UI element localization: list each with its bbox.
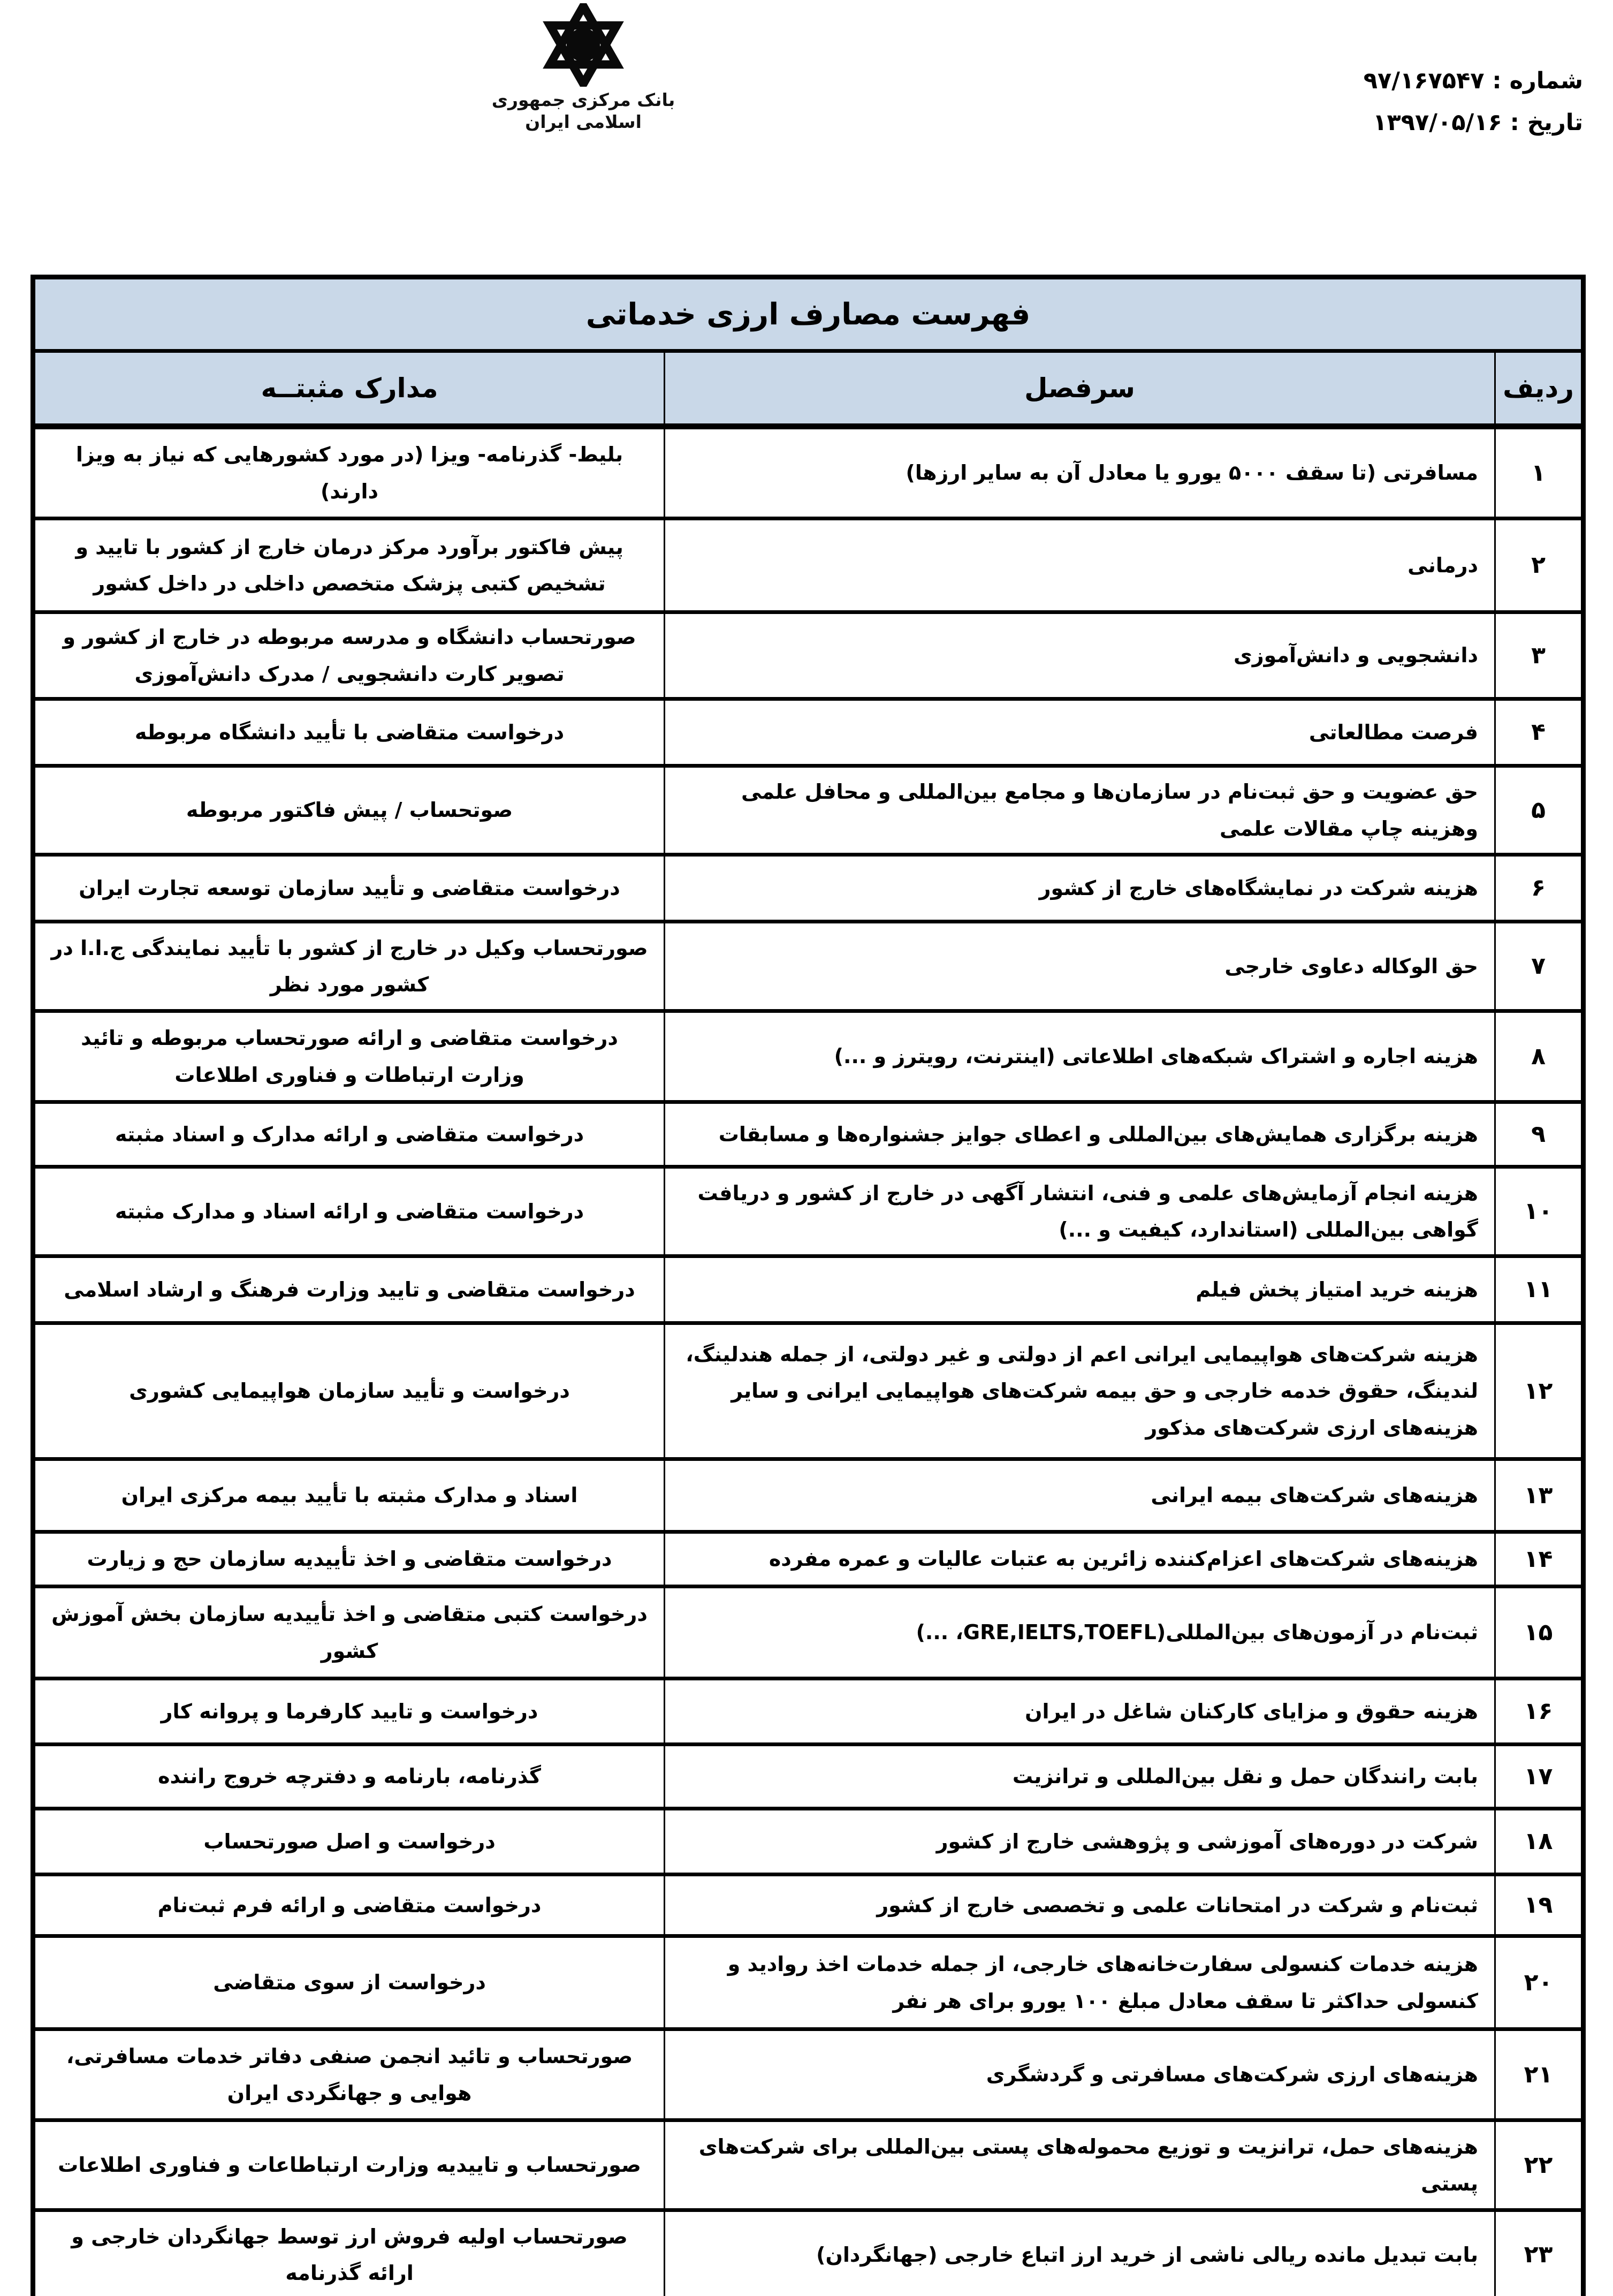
- category-cell: هزینه اجاره و اشتراک شبکه‌های اطلاعاتی (اینترنت، رویترز و ...): [665, 1011, 1495, 1102]
- documents-cell: درخواست متقاضی و ارائه فرم ثبت‌نام: [33, 1875, 665, 1936]
- table-row: [33, 1323, 1584, 1459]
- row-number-cell: ۴: [1495, 699, 1584, 766]
- category-cell: هزینه شرکت در نمایشگاه‌های خارج از کشور: [665, 855, 1495, 922]
- table-row: [33, 1587, 1584, 1679]
- category-cell: هزینه خدمات کنسولی سفارت‌خانه‌های خارجی، از جمله خدمات اخذ روادید و کنسولی حداکثر تا سقف معادل مبلغ ۱۰۰ یورو برای هر نفر: [665, 1936, 1495, 2029]
- row-number-cell: ۲۲: [1495, 2120, 1584, 2210]
- category-cell: هزینه حقوق و مزایای کارکنان شاغل در ایران: [665, 1679, 1495, 1745]
- category-cell: درمانی: [665, 519, 1495, 612]
- table-row: [33, 1011, 1584, 1102]
- row-number-cell: ۱۵: [1495, 1587, 1584, 1679]
- table-body: [33, 427, 1584, 2296]
- documents-cell: درخواست و اصل صورتحساب: [33, 1809, 665, 1875]
- category-cell: حق عضویت و حق ثبت‌نام در سازمان‌ها و مجامع بین‌المللی و محافل علمی وهزینه چاپ مقالات علمی: [665, 766, 1495, 855]
- documents-cell: صورتحساب و تاییدیه وزارت ارتباطاعات و فناوری اطلاعات: [33, 2120, 665, 2210]
- table-header-row: [33, 351, 1584, 427]
- table-row: [33, 1809, 1584, 1875]
- document-number: شماره : ۹۷/۱۶۷۵۴۷: [1363, 67, 1583, 94]
- table-row: [33, 2210, 1584, 2296]
- row-number-cell: ۱۷: [1495, 1745, 1584, 1809]
- documents-cell: پیش فاکتور برآورد مرکز درمان خارج از کشور با تایید و تشخیص کتبی پزشک متخصص داخلی در داخل کشور: [33, 519, 665, 612]
- logo-caption: بانک مرکزی جمهوری اسلامی ایران: [491, 89, 675, 133]
- table-row: [33, 427, 1584, 519]
- row-number-cell: ۵: [1495, 766, 1584, 855]
- category-cell: هزینه برگزاری همایش‌های بین‌المللی و اعطای جوایز جشنواره‌ها و مسابقات: [665, 1102, 1495, 1167]
- table-row: [33, 1936, 1584, 2029]
- documents-cell: درخواست از سوی متقاضی: [33, 1936, 665, 2029]
- category-cell: هزینه شرکت‌های هواپیمایی ایرانی اعم از دولتی و غیر دولتی، از جمله هندلینگ، لندینگ، حقوق خدمه خارجی و حق بیمه شرکت‌های هواپیمایی ایرانی و سایر هزینه‌های ارزی شرکت‌های مذکور: [665, 1323, 1495, 1459]
- header-documents: مدارک مثبتــه: [33, 351, 665, 427]
- documents-cell: درخواست متقاضی و ارائه صورتحساب مربوطه و تائید وزارت ارتباطات و فناوری اطلاعات: [33, 1011, 665, 1102]
- table-row: [33, 855, 1584, 922]
- documents-cell: درخواست و تأیید سازمان هواپیمایی کشوری: [33, 1323, 665, 1459]
- currency-expenses-table: [31, 275, 1586, 2296]
- letterhead-meta: [1364, 60, 1583, 144]
- row-number-cell: ۱۲: [1495, 1323, 1584, 1459]
- row-number-cell: ۱: [1495, 427, 1584, 519]
- table-row: [33, 1256, 1584, 1323]
- row-number-cell: ۱۰: [1495, 1167, 1584, 1256]
- documents-cell: صوتحساب / پیش فاکتور مربوطه: [33, 766, 665, 855]
- documents-cell: درخواست متقاضی و تأیید سازمان توسعه تجارت ایران: [33, 855, 665, 922]
- category-cell: بابت رانندگان حمل و نقل بین‌المللی و ترانزیت: [665, 1745, 1495, 1809]
- documents-cell: درخواست متقاضی و اخذ تأییدیه سازمان حج و زیارت: [33, 1532, 665, 1587]
- document-date: تاریخ : ۱۳۹۷/۰۵/۱۶: [1373, 109, 1583, 137]
- documents-cell: درخواست کتبی متقاضی و اخذ تأییدیه سازمان بخش آموزش کشور: [33, 1587, 665, 1679]
- header-category: سرفصل: [665, 351, 1495, 427]
- category-cell: هزینه خرید امتیاز پخش فیلم: [665, 1256, 1495, 1323]
- cbi-emblem-icon: [538, 3, 628, 87]
- table-title: فهرست مصارف ارزی خدماتی: [33, 277, 1584, 351]
- category-cell: حق الوکاله دعاوی خارجی: [665, 922, 1495, 1011]
- documents-cell: صورتحساب وکیل در خارج از کشور با تأیید نمایندگی ج.ا.ا در کشور مورد نظر: [33, 922, 665, 1011]
- category-cell: هزینه‌های شرکت‌های اعزام‌کننده زائرین به عتبات عالیات و عمره مفرده: [665, 1532, 1495, 1587]
- table-row: [33, 1532, 1584, 1587]
- table-row: [33, 612, 1584, 699]
- category-cell: ثبت‌نام و شرکت در امتحانات علمی و تخصصی خارج از کشور: [665, 1875, 1495, 1936]
- table-row: [33, 1875, 1584, 1936]
- row-number-cell: ۷: [1495, 922, 1584, 1011]
- row-number-cell: ۲۰: [1495, 1936, 1584, 2029]
- row-number-cell: ۱۹: [1495, 1875, 1584, 1936]
- header-row-number: ردیف: [1495, 351, 1584, 427]
- documents-cell: صورتحساب اولیه فروش ارز توسط جهانگردان خارجی و ارائه گذرنامه: [33, 2210, 665, 2296]
- category-cell: هزینه‌های شرکت‌های بیمه ایرانی: [665, 1459, 1495, 1532]
- table-row: [33, 1167, 1584, 1256]
- documents-cell: صورتحساب دانشگاه و مدرسه مربوطه در خارج از کشور و تصویر کارت دانشجویی / مدرک دانش‌آموزی: [33, 612, 665, 699]
- row-number-cell: ۹: [1495, 1102, 1584, 1167]
- documents-cell: اسناد و مدارک مثبته با تأیید بیمه مرکزی ایران: [33, 1459, 665, 1532]
- row-number-cell: ۱۴: [1495, 1532, 1584, 1587]
- category-cell: ثبت‌نام در آزمون‌های بین‌المللی(GRE,IELTS,TOEFL، ...): [665, 1587, 1495, 1679]
- row-number-cell: ۸: [1495, 1011, 1584, 1102]
- documents-cell: بلیط- گذرنامه- ویزا (در مورد کشورهایی که نیاز به ویزا دارند): [33, 427, 665, 519]
- row-number-cell: ۳: [1495, 612, 1584, 699]
- row-number-cell: ۲۱: [1495, 2029, 1584, 2120]
- documents-cell: درخواست متقاضی با تأیید دانشگاه مربوطه: [33, 699, 665, 766]
- category-cell: بابت تبدیل مانده ریالی ناشی از خرید ارز اتباع خارجی (جهانگردان): [665, 2210, 1495, 2296]
- category-cell: هزینه انجام آزمایش‌های علمی و فنی، انتشار آگهی در خارج از کشور و دریافت گواهی بین‌المللی (استاندارد، کیفیت و ...): [665, 1167, 1495, 1256]
- documents-cell: درخواست و تایید کارفرما و پروانه کار: [33, 1679, 665, 1745]
- table-title-row: [33, 277, 1584, 351]
- table-row: [33, 1102, 1584, 1167]
- table-row: [33, 1745, 1584, 1809]
- table-row: [33, 519, 1584, 612]
- documents-cell: درخواست متقاضی و تایید وزارت فرهنگ و ارشاد اسلامی: [33, 1256, 665, 1323]
- category-cell: هزینه‌های ارزی شرکت‌های مسافرتی و گردشگری: [665, 2029, 1495, 2120]
- category-cell: مسافرتی (تا سقف ۵۰۰۰ یورو یا معادل آن به سایر ارزها): [665, 427, 1495, 519]
- table-row: [33, 1459, 1584, 1532]
- table-row: [33, 1679, 1584, 1745]
- table-row: [33, 766, 1584, 855]
- row-number-cell: ۲۳: [1495, 2210, 1584, 2296]
- table-row: [33, 2029, 1584, 2120]
- category-cell: هزینه‌های حمل، ترانزیت و توزیع محموله‌های پستی بین‌المللی برای شرکت‌های پستی: [665, 2120, 1495, 2210]
- table-row: [33, 922, 1584, 1011]
- row-number-cell: ۱۱: [1495, 1256, 1584, 1323]
- central-bank-logo: [466, 3, 701, 133]
- row-number-cell: ۱۸: [1495, 1809, 1584, 1875]
- row-number-cell: ۲: [1495, 519, 1584, 612]
- category-cell: شرکت در دوره‌های آموزشی و پژوهشی خارج از کشور: [665, 1809, 1495, 1875]
- row-number-cell: ۱۶: [1495, 1679, 1584, 1745]
- row-number-cell: ۶: [1495, 855, 1584, 922]
- category-cell: فرصت مطالعاتی: [665, 699, 1495, 766]
- documents-cell: درخواست متقاضی و ارائه مدارک و اسناد مثبته: [33, 1102, 665, 1167]
- category-cell: دانشجویی و دانش‌آموزی: [665, 612, 1495, 699]
- table-row: [33, 699, 1584, 766]
- table-row: [33, 2120, 1584, 2210]
- documents-cell: صورتحساب و تائید انجمن صنفی دفاتر خدمات مسافرتی، هوایی و جهانگردی ایران: [33, 2029, 665, 2120]
- documents-cell: درخواست متقاضی و ارائه اسناد و مدارک مثبته: [33, 1167, 665, 1256]
- row-number-cell: ۱۳: [1495, 1459, 1584, 1532]
- documents-cell: گذرنامه، بارنامه و دفترچه خروج راننده: [33, 1745, 665, 1809]
